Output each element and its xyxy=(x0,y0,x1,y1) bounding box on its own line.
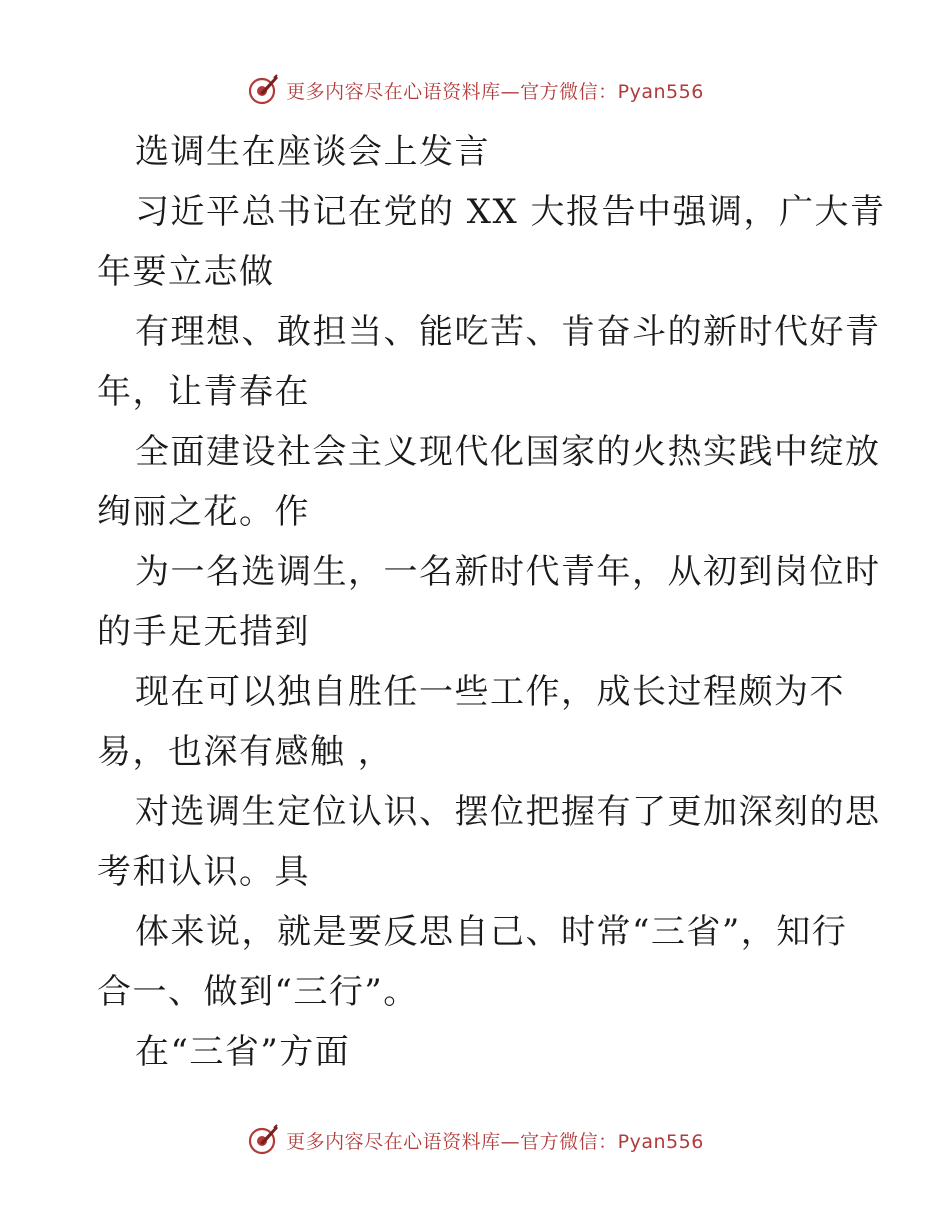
text-line: 全面建设社会主义现代化国家的火热实践中绽放 xyxy=(135,432,881,472)
watermark-group xyxy=(246,73,704,107)
watermark-text: 更多内容尽在心语资料库—官方微信：Pyan556 xyxy=(286,1130,704,1153)
watermark-group xyxy=(246,1123,704,1157)
text-line: 选调生在座谈会上发言 xyxy=(135,132,490,172)
header-watermark xyxy=(0,70,950,110)
text-line: 合一、做到“三行”。 xyxy=(97,972,419,1012)
text-line: 的手足无措到 xyxy=(97,612,310,652)
quill-logo-icon xyxy=(246,1123,280,1157)
text-line: 习近平总书记在党的 XX 大报告中强调，广大青 xyxy=(135,192,886,232)
text-line: 在“三省”方面 xyxy=(135,1032,351,1072)
text-line: 体来说，就是要反思自己、时常“三省”，知行 xyxy=(135,912,848,952)
text-line: 现在可以独自胜任一些工作，成长过程颇为不 xyxy=(135,672,845,712)
text-line: 对选调生定位认识、摆位把握有了更加深刻的思 xyxy=(135,792,881,832)
text-line: 为一名选调生，一名新时代青年，从初到岗位时 xyxy=(135,552,881,592)
watermark-text: 更多内容尽在心语资料库—官方微信：Pyan556 xyxy=(286,80,704,103)
text-line: 易，也深有感触 ， xyxy=(97,732,394,772)
text-line: 年要立志做 xyxy=(97,252,275,292)
text-line: 考和认识。具 xyxy=(97,852,310,892)
document-body xyxy=(97,122,886,1082)
text-line: 年，让青春在 xyxy=(97,372,310,412)
text-line: 绚丽之花。作 xyxy=(97,492,310,532)
quill-logo-icon xyxy=(246,73,280,107)
text-line: 有理想、敢担当、能吃苦、肯奋斗的新时代好青 xyxy=(135,312,881,352)
footer-watermark xyxy=(0,1120,950,1160)
